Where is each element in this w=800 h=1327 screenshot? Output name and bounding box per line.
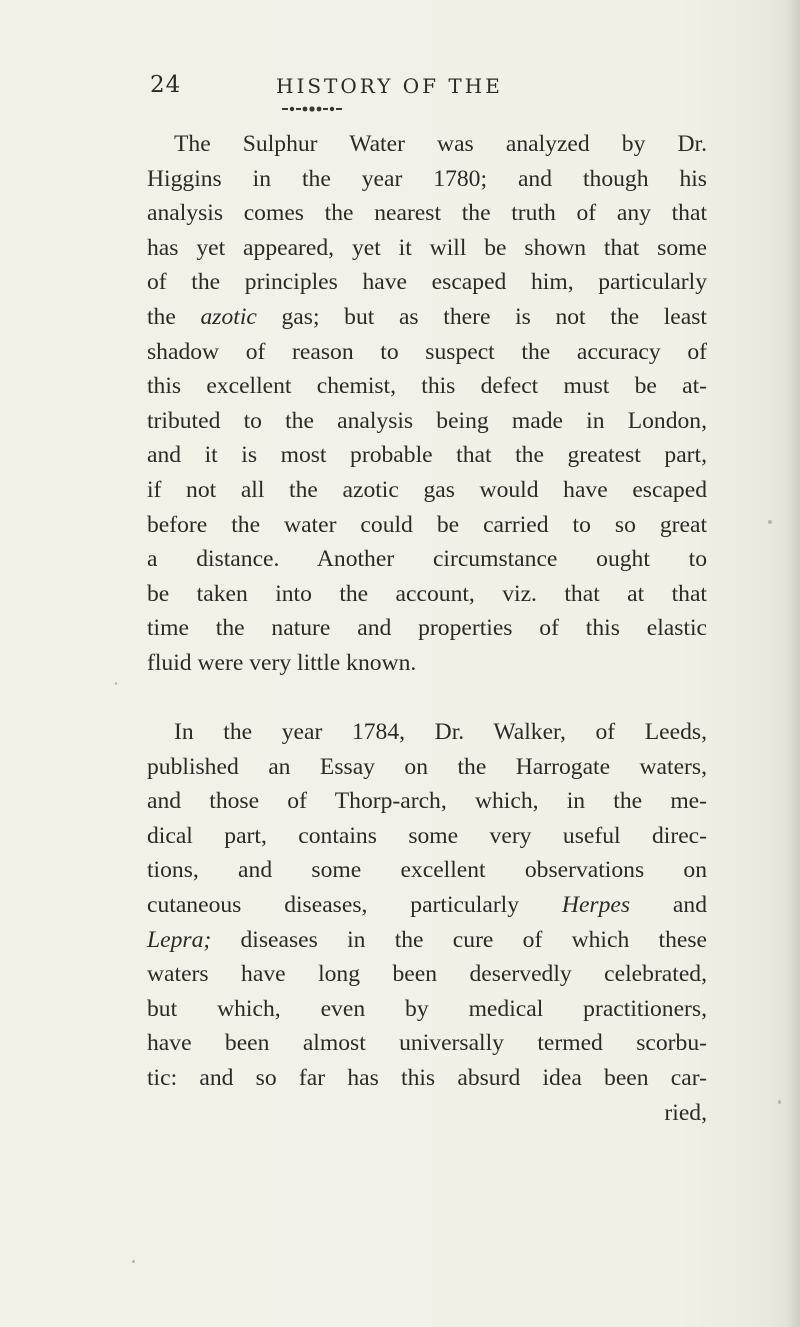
text-line: waters have long been deservedly celebrated,: [147, 961, 707, 988]
text-line: of the principles have escaped him, particularly: [147, 269, 707, 296]
text-line: but which, even by medical practitioners,: [147, 995, 707, 1022]
text-line: the azotic gas; but as there is not the least: [147, 303, 707, 330]
text-line: before the water could be carried to so great: [147, 511, 707, 538]
page-header: [150, 72, 710, 102]
text-line: dical part, contains some very useful direc-: [147, 822, 707, 849]
running-head: HISTORY OF THE: [276, 74, 503, 98]
text-line: has yet appeared, yet it will be shown that some: [147, 234, 707, 261]
text-line: if not all the azotic gas would have escaped: [147, 476, 707, 503]
text-line: In the year 1784, Dr. Walker, of Leeds,: [174, 719, 707, 746]
text-line: Lepra; diseases in the cure of which these: [147, 926, 707, 953]
text-line: a distance. Another circumstance ought to: [147, 546, 707, 573]
paper-speck: [768, 520, 772, 524]
catchword: ried,: [664, 1099, 707, 1126]
italic-term: Herpes: [561, 892, 631, 919]
header-ornament-icon: [282, 105, 342, 113]
text-line: tions, and some excellent observations on: [147, 857, 707, 884]
text-line: tributed to the analysis being made in London,: [147, 407, 707, 434]
paper-speck: [115, 682, 117, 685]
text-line: shadow of reason to suspect the accuracy of: [147, 338, 707, 365]
page-edge-shadow: [786, 0, 800, 1327]
text-line: tic: and so far has this absurd idea been car-: [147, 1065, 707, 1092]
text-line: this excellent chemist, this defect must be at-: [147, 373, 707, 400]
text-line: published an Essay on the Harrogate waters,: [147, 753, 707, 780]
text-line: and those of Thorp-arch, which, in the me-: [147, 788, 707, 815]
text-line: The Sulphur Water was analyzed by Dr.: [174, 131, 707, 157]
text-line: Higgins in the year 1780; and though his: [147, 165, 707, 192]
page-number: 24: [150, 72, 182, 98]
paper-speck: [132, 1260, 135, 1263]
text-line: time the nature and properties of this elastic: [147, 615, 707, 642]
text-line: cutaneous diseases, particularly Herpes and: [147, 892, 707, 919]
italic-term: Lepra;: [147, 926, 212, 953]
text-line: and it is most probable that the greatest part,: [147, 442, 707, 469]
text-line: fluid were very little known.: [147, 649, 417, 676]
text-line: analysis comes the nearest the truth of any that: [147, 200, 707, 227]
paragraph-gap: [147, 681, 707, 716]
paper-speck: [778, 1100, 781, 1104]
body-text: [147, 127, 707, 1130]
text-line: have been almost universally termed scorbu-: [147, 1030, 707, 1057]
italic-term: azotic: [200, 303, 257, 330]
text-line: be taken into the account, viz. that at that: [147, 580, 707, 607]
